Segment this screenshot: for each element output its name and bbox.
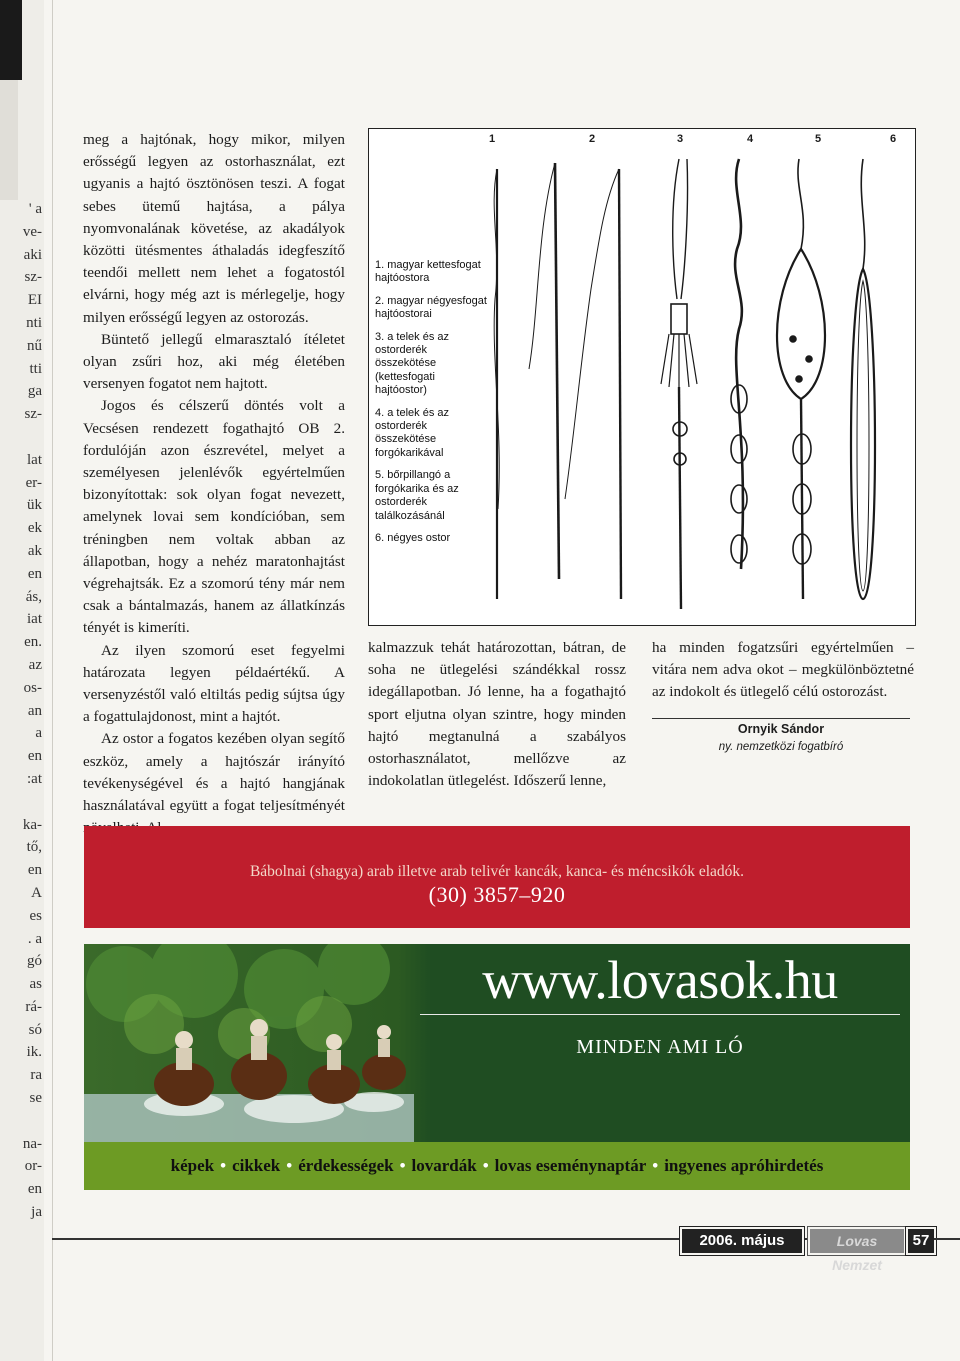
feature-item[interactable]: lovardák (411, 1156, 477, 1175)
gutter-fragment: A (31, 884, 42, 901)
article-paragraph: Az ostor a fogatos kezében olyan segítő eszköz, amely a hajtószár irányító tevékenységével és a hajtó hangjának használatával együtt a fogat teljesítményét (83, 730, 345, 815)
gutter-fragment: ik. (26, 1044, 42, 1061)
gutter-fragment (2, 1110, 42, 1133)
previous-page-fragments (2, 198, 42, 1224)
gutter-fragment: es (29, 907, 42, 924)
figure-caption: 1. magyar kettesfogat hajtóostora (375, 259, 481, 285)
figure-number: 5 (815, 133, 822, 145)
figure-captions (375, 259, 487, 554)
gutter-fragment: as (29, 976, 42, 993)
whip-figure (368, 128, 916, 626)
page-number: 57 (906, 1227, 936, 1255)
bullet-icon: • (652, 1156, 659, 1175)
figure-number: 3 (677, 133, 684, 145)
footer-rule-end (934, 1238, 960, 1240)
gutter-fragment: nti (26, 314, 42, 331)
gutter-fragment: . a (27, 930, 42, 947)
gutter-fragment: tti (29, 360, 42, 377)
author-title: ny. nemzetközi fogatbíró (718, 741, 844, 753)
column-2-text: kalmazzuk tehát határozottan, bátran, de soha ne ütlegelési szándékkal rossz idegállapotban. Jó lenne, ha a fogathajtó sport eljutna olyan szintre, hogy minden hajtó megtanulná a szabályos ostorhasználatot, mellőzve az indokolatlan ütlegelést. Időszerű lenne, (368, 639, 626, 790)
gutter-dark-strip (0, 0, 22, 80)
feature-item[interactable]: lovas eseménynaptár (494, 1156, 647, 1175)
feature-item[interactable]: cikkek (232, 1156, 281, 1175)
gutter-fragment: ek (27, 520, 42, 537)
figure-number: 1 (489, 133, 496, 145)
gutter-fragment: an (27, 702, 42, 719)
article-paragraph: Büntető jellegű elmarasztaló ítéletet olyan zsűri hoz, aki még életében versenyen fogatot nem hajtott. (83, 330, 345, 393)
author-name: Ornyik Sándor (737, 722, 825, 736)
article-column-3 (652, 637, 914, 704)
article-column-2 (368, 637, 626, 792)
article-paragraph: Jogos és célszerű döntés volt a Vecsésen rendezett fogathajtó OB 2. fordulóján azon észrevétel, melyet a személyesen jelenlévők egyértelműen bizonyítottak: sok olyan fogat nevezett, amelynek lovai sem kondícióban, sem tréningben nem voltak abban az állapotban, hogy a nehéz maratonhajtást végrehajtsák. Ez a szomorú tény már nem csak a bántalmazás, hanem az állatkínzás tényét is kimeríti. (83, 397, 345, 637)
website-url[interactable]: www.lovasok.hu (482, 950, 838, 1010)
gutter-fragment: sz- (24, 269, 42, 286)
url-underline (420, 1014, 900, 1015)
article-paragraph: Az ilyen szomorú eset fegyelmi határozata legyen példaértékű. A versenyzéstől való eltiltás pedig sújtsa úgy a fogattulajdonost, mint a hajtót. (83, 641, 345, 726)
figure-number: 4 (747, 133, 754, 145)
gutter-fragment: :at (27, 770, 42, 787)
bullet-icon: • (220, 1156, 227, 1175)
website-slogan: MINDEN AMI LÓ (576, 1036, 744, 1058)
gutter-fragment: ga (27, 383, 42, 400)
feature-item[interactable]: érdekességek (298, 1156, 394, 1175)
gutter-fragment (2, 426, 42, 449)
figure-caption: 6. négyes ostor (375, 531, 451, 544)
gutter-fragment: ja (31, 1204, 42, 1221)
advert-text: Bábolnai (shagya) arab illetve arab telivér kancák, kanca- és méncsikók eladók. (249, 863, 745, 880)
feature-item[interactable]: ingyenes apróhirdetés (664, 1156, 824, 1175)
gutter-fragment: ' a (28, 201, 42, 217)
gutter-fragment: ka- (22, 816, 42, 833)
gutter-fragment: na- (22, 1135, 42, 1152)
gutter-fragment: lat (27, 451, 42, 468)
gutter-fragment: ük (27, 497, 42, 514)
footer-date: 2006. május (680, 1227, 804, 1255)
website-features (84, 1142, 910, 1190)
gutter-fragment: a (35, 725, 42, 742)
article-paragraph: meg a hajtónak, hogy mikor, milyen erősségű legyen az ostorhasználat, ezt ugyanis a hajtó ösztönösen teszi. A fogat sebes ütemű hajtása, a pálya nyomvonalának követése, az akadályok közötti ütésmentes áthaladás idegfeszítő teendői mellett nem lehet a fogatostól elvárni, hogy még azt is mérlegelje, hogy milyen erősségű legyen az ostorozás. (83, 131, 345, 326)
gutter-fragment: az (28, 656, 42, 673)
bullet-icon: • (286, 1156, 293, 1175)
column-3-text: ha minden fogatzsűri egyértelműen – vitára nem adva okot – megkülönböztetné az indokolt és ütlegelő célú ostorozást. (652, 639, 914, 701)
gutter-fragment: aki (23, 246, 42, 263)
figure-caption: 5. bőrpillangó a forgókarika és az ostorderék találkozásánál (375, 469, 459, 522)
figure-number: 2 (589, 133, 596, 145)
gutter-fragment: ve- (22, 223, 42, 240)
figure-caption: 4. a telek és az ostorderék összekötése forgókarikával (375, 406, 449, 459)
gutter-fragment: en (27, 862, 42, 879)
article-column-1 (83, 129, 345, 840)
gutter-fragment: er- (25, 474, 42, 491)
gutter-fragment: or- (24, 1158, 42, 1175)
gutter-fragment: se (29, 1090, 42, 1107)
gutter-fragment: en. (24, 634, 42, 651)
gutter-fragment: en (27, 1181, 42, 1198)
figure-number: 6 (890, 133, 897, 145)
gutter-fragment: rá- (25, 998, 42, 1015)
gutter-fragment: ak (27, 542, 42, 559)
gutter-divider (52, 0, 53, 1361)
gutter-fragment: EI (27, 292, 42, 309)
gutter-fragment: tő, (26, 839, 42, 856)
gutter-light-strip (0, 80, 18, 200)
figure-caption: 3. a telek és az ostorderék összekötése (kettesfogati hajtóostor) (375, 330, 449, 397)
signature-rule (652, 718, 910, 719)
lovasok-advert (84, 944, 910, 1190)
gutter-fragment: os- (23, 679, 42, 696)
advert-phone[interactable]: (30) 3857–920 (428, 882, 566, 907)
gutter-fragment: sz- (24, 406, 42, 423)
gutter-fragment: en (27, 565, 42, 582)
bullet-icon: • (399, 1156, 406, 1175)
gutter-fragment: ra (30, 1067, 42, 1084)
figure-numbers (369, 129, 915, 149)
gutter-fragment: gó (27, 953, 42, 970)
gutter-fragment: iat (27, 611, 42, 628)
gutter-fragment (2, 791, 42, 814)
bullet-icon: • (482, 1156, 489, 1175)
gutter-fragment: en (27, 748, 42, 765)
figure-caption: 2. magyar négyesfogat hajtóostorai (375, 294, 487, 321)
gutter-fragment: nű (27, 337, 42, 354)
feature-item[interactable]: képek (170, 1156, 215, 1175)
gutter-fragment: ás, (25, 588, 42, 605)
horse-sale-advert (84, 826, 910, 928)
gutter-fragment: só (28, 1021, 42, 1038)
footer-magazine-name: Lovas Nemzet (808, 1227, 906, 1255)
